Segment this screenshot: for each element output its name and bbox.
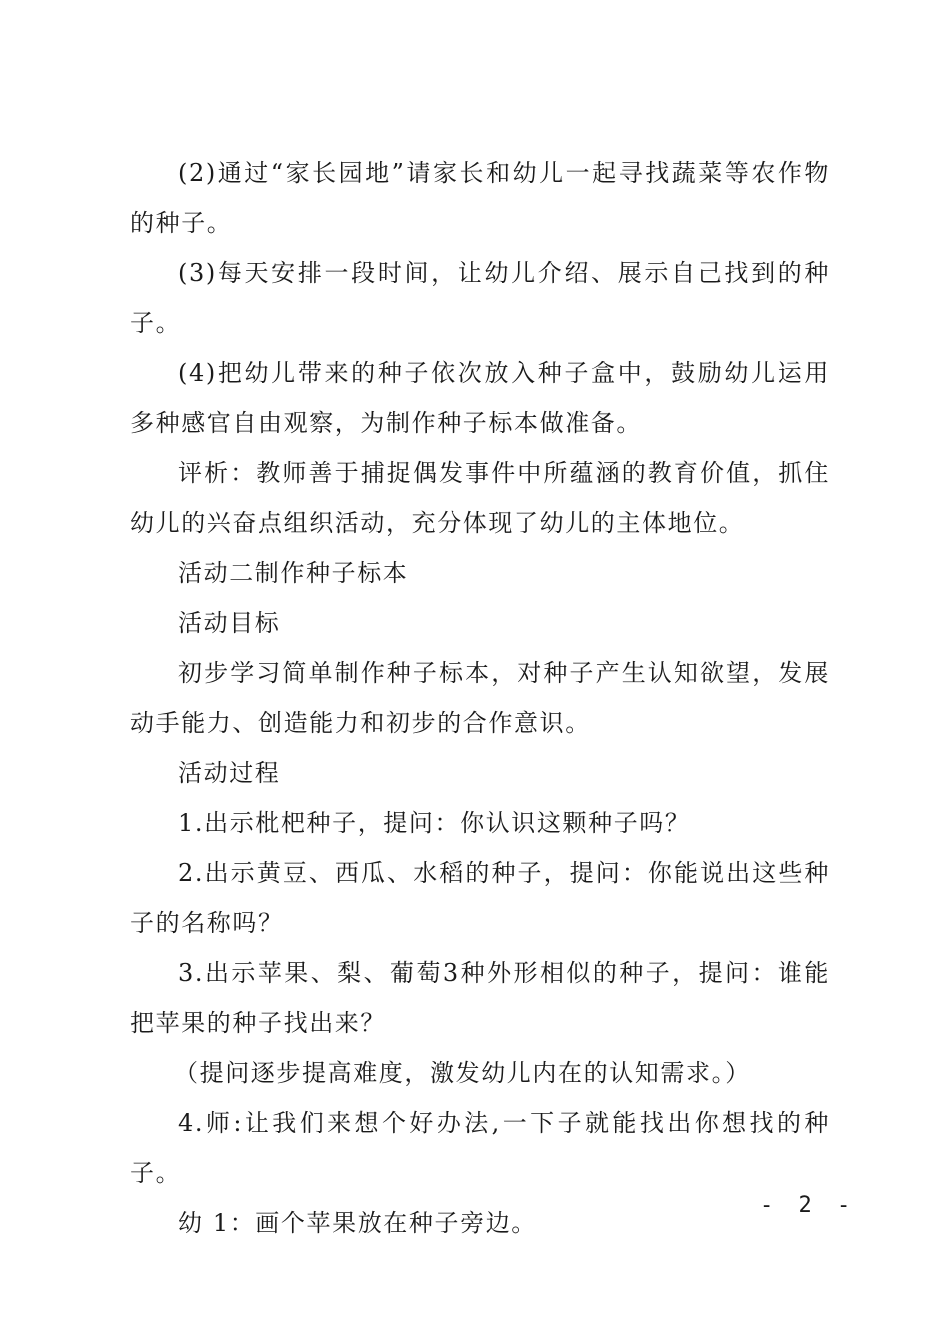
paragraph-step-2: 2.出示黄豆、西瓜、水稻的种子，提问：你能说出这些种子的名称吗？ bbox=[130, 859, 830, 937]
paragraph-step-4: 4.师:让我们来想个好办法,一下子就能找出你想找的种子。 bbox=[130, 1109, 830, 1187]
paragraph-goals: 初步学习简单制作种子标本，对种子产生认知欲望，发展动手能力、创造能力和初步的合作意识。 bbox=[130, 659, 830, 737]
heading-activity-process: 活动过程 bbox=[178, 759, 281, 787]
paragraph-child-1: 幼 1：画个苹果放在种子旁边。 bbox=[178, 1209, 537, 1237]
paragraph-analysis: 评析：教师善于捕捉偶发事件中所蕴涵的教育价值，抓住幼儿的兴奋点组织活动，充分体现了幼儿的主体地位。 bbox=[130, 459, 830, 537]
paragraph-parent-garden: (2)通过“家长园地”请家长和幼儿一起寻找蔬菜等农作物的种子。 bbox=[130, 159, 830, 237]
paragraph-seed-box: (4)把幼儿带来的种子依次放入种子盒中，鼓励幼儿运用多种感官自由观察，为制作种子标本做准备。 bbox=[130, 359, 830, 437]
paragraph-note: （提问逐步提高难度，激发幼儿内在的认知需求。） bbox=[174, 1059, 751, 1087]
heading-activity-goals: 活动目标 bbox=[178, 609, 281, 637]
paragraph-step-1: 1.出示枇杷种子，提问：你认识这颗种子吗？ bbox=[178, 809, 691, 837]
paragraph-daily-time: (3)每天安排一段时间，让幼儿介绍、展示自己找到的种子。 bbox=[130, 259, 830, 337]
page-number: - 2 - bbox=[760, 1193, 857, 1218]
paragraph-step-3: 3.出示苹果、梨、葡萄3种外形相似的种子，提问：谁能把苹果的种子找出来？ bbox=[130, 959, 830, 1037]
heading-activity-two: 活动二制作种子标本 bbox=[178, 559, 409, 587]
body-text bbox=[130, 148, 830, 1248]
